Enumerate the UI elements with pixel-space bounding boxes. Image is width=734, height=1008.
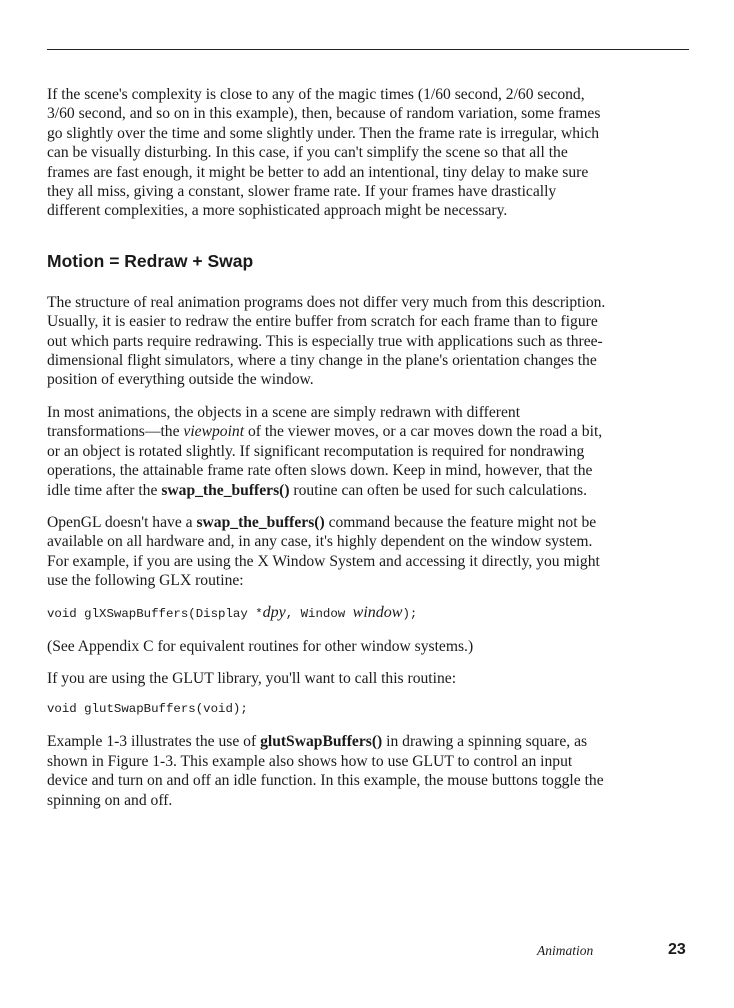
structure-paragraph: The structure of real animation programs does not differ very much from this description. Usually, it is easier to redraw the entire buffer from scratch for each frame than to figure out which parts require redrawing. This is especially true with applications such as three-dimensional flight simulators, where a tiny change in the plane's orientation changes the position of everything outside the window. (47, 293, 606, 389)
viewpoint-term: viewpoint (183, 423, 245, 441)
animations-text-1: In most animations, the objects in a scene are simply redrawn with different transformations—the (47, 403, 521, 441)
page-body (47, 85, 607, 823)
glut-intro-paragraph: If you are using the GLUT library, you'll want to call this routine: (47, 669, 457, 687)
swap-function-name: swap_the_buffers() (196, 513, 325, 531)
animations-text-3: routine can often be used for such calculations. (289, 481, 588, 499)
example-text-1: Example 1-3 illustrates the use of (47, 733, 261, 751)
code-arg-dpy: dpy (262, 603, 286, 621)
opengl-text-1: OpenGL doesn't have a (47, 513, 197, 531)
appendix-paragraph: (See Appendix C for equivalent routines for other window systems.) (47, 637, 474, 655)
glx-code-line (47, 604, 607, 623)
code-arg-window: window (352, 603, 403, 621)
section-heading: Motion = Redraw + Swap (47, 250, 254, 271)
example-text-2: in drawing a spinning square, as shown in Figure 1-3. This example also shows how to use GLUT to control an input device and turn on and off an idle function. In this example, the mouse buttons toggle the spinning on and off. (47, 733, 604, 809)
swap-function-name: swap_the_buffers() (161, 481, 290, 499)
intro-paragraph: If the scene's complexity is close to any of the magic times (1/60 second, 2/60 second, 3/60 second, and so on in this example), then, because of random variation, some frames go slightly over the time and some slightly under. Then the frame rate is irregular, which can be visually disturbing. In this case, if you can't simplify the scene so that all the frames are fast enough, it might be better to add an intentional, tiny delay to make sure they all miss, giving a constant, slower frame rate. If your frames have drastically different complexities, a more sophisticated approach might be necessary. (47, 86, 601, 220)
footer-section-title: Animation (537, 943, 594, 958)
code-suffix: ); (402, 606, 418, 621)
footer-page-number: 23 (668, 941, 686, 958)
example-paragraph (47, 732, 607, 810)
glut-code-line: void glutSwapBuffers(void); (47, 702, 248, 717)
code-prefix: void glXSwapBuffers(Display * (47, 606, 263, 621)
opengl-text-2: command because the feature might not be available on all hardware and, in any case, it's highly dependent on the window system. For example, if you are using the X Window System and accessing it directly, you might use the following GLX routine: (47, 513, 600, 590)
code-middle: , Window (285, 606, 353, 621)
animations-paragraph (47, 403, 607, 500)
glut-function-name: glutSwapBuffers() (260, 733, 383, 751)
opengl-paragraph (47, 513, 607, 591)
header-rule (47, 49, 689, 50)
animations-text-2: of the viewer moves, or a car moves down the road a bit, or an object is rotated slightly. If significant recomputation is required for nondrawing operations, the attainable frame rate often slows down. Keep in mind, however, that the idle time after the (47, 423, 603, 499)
